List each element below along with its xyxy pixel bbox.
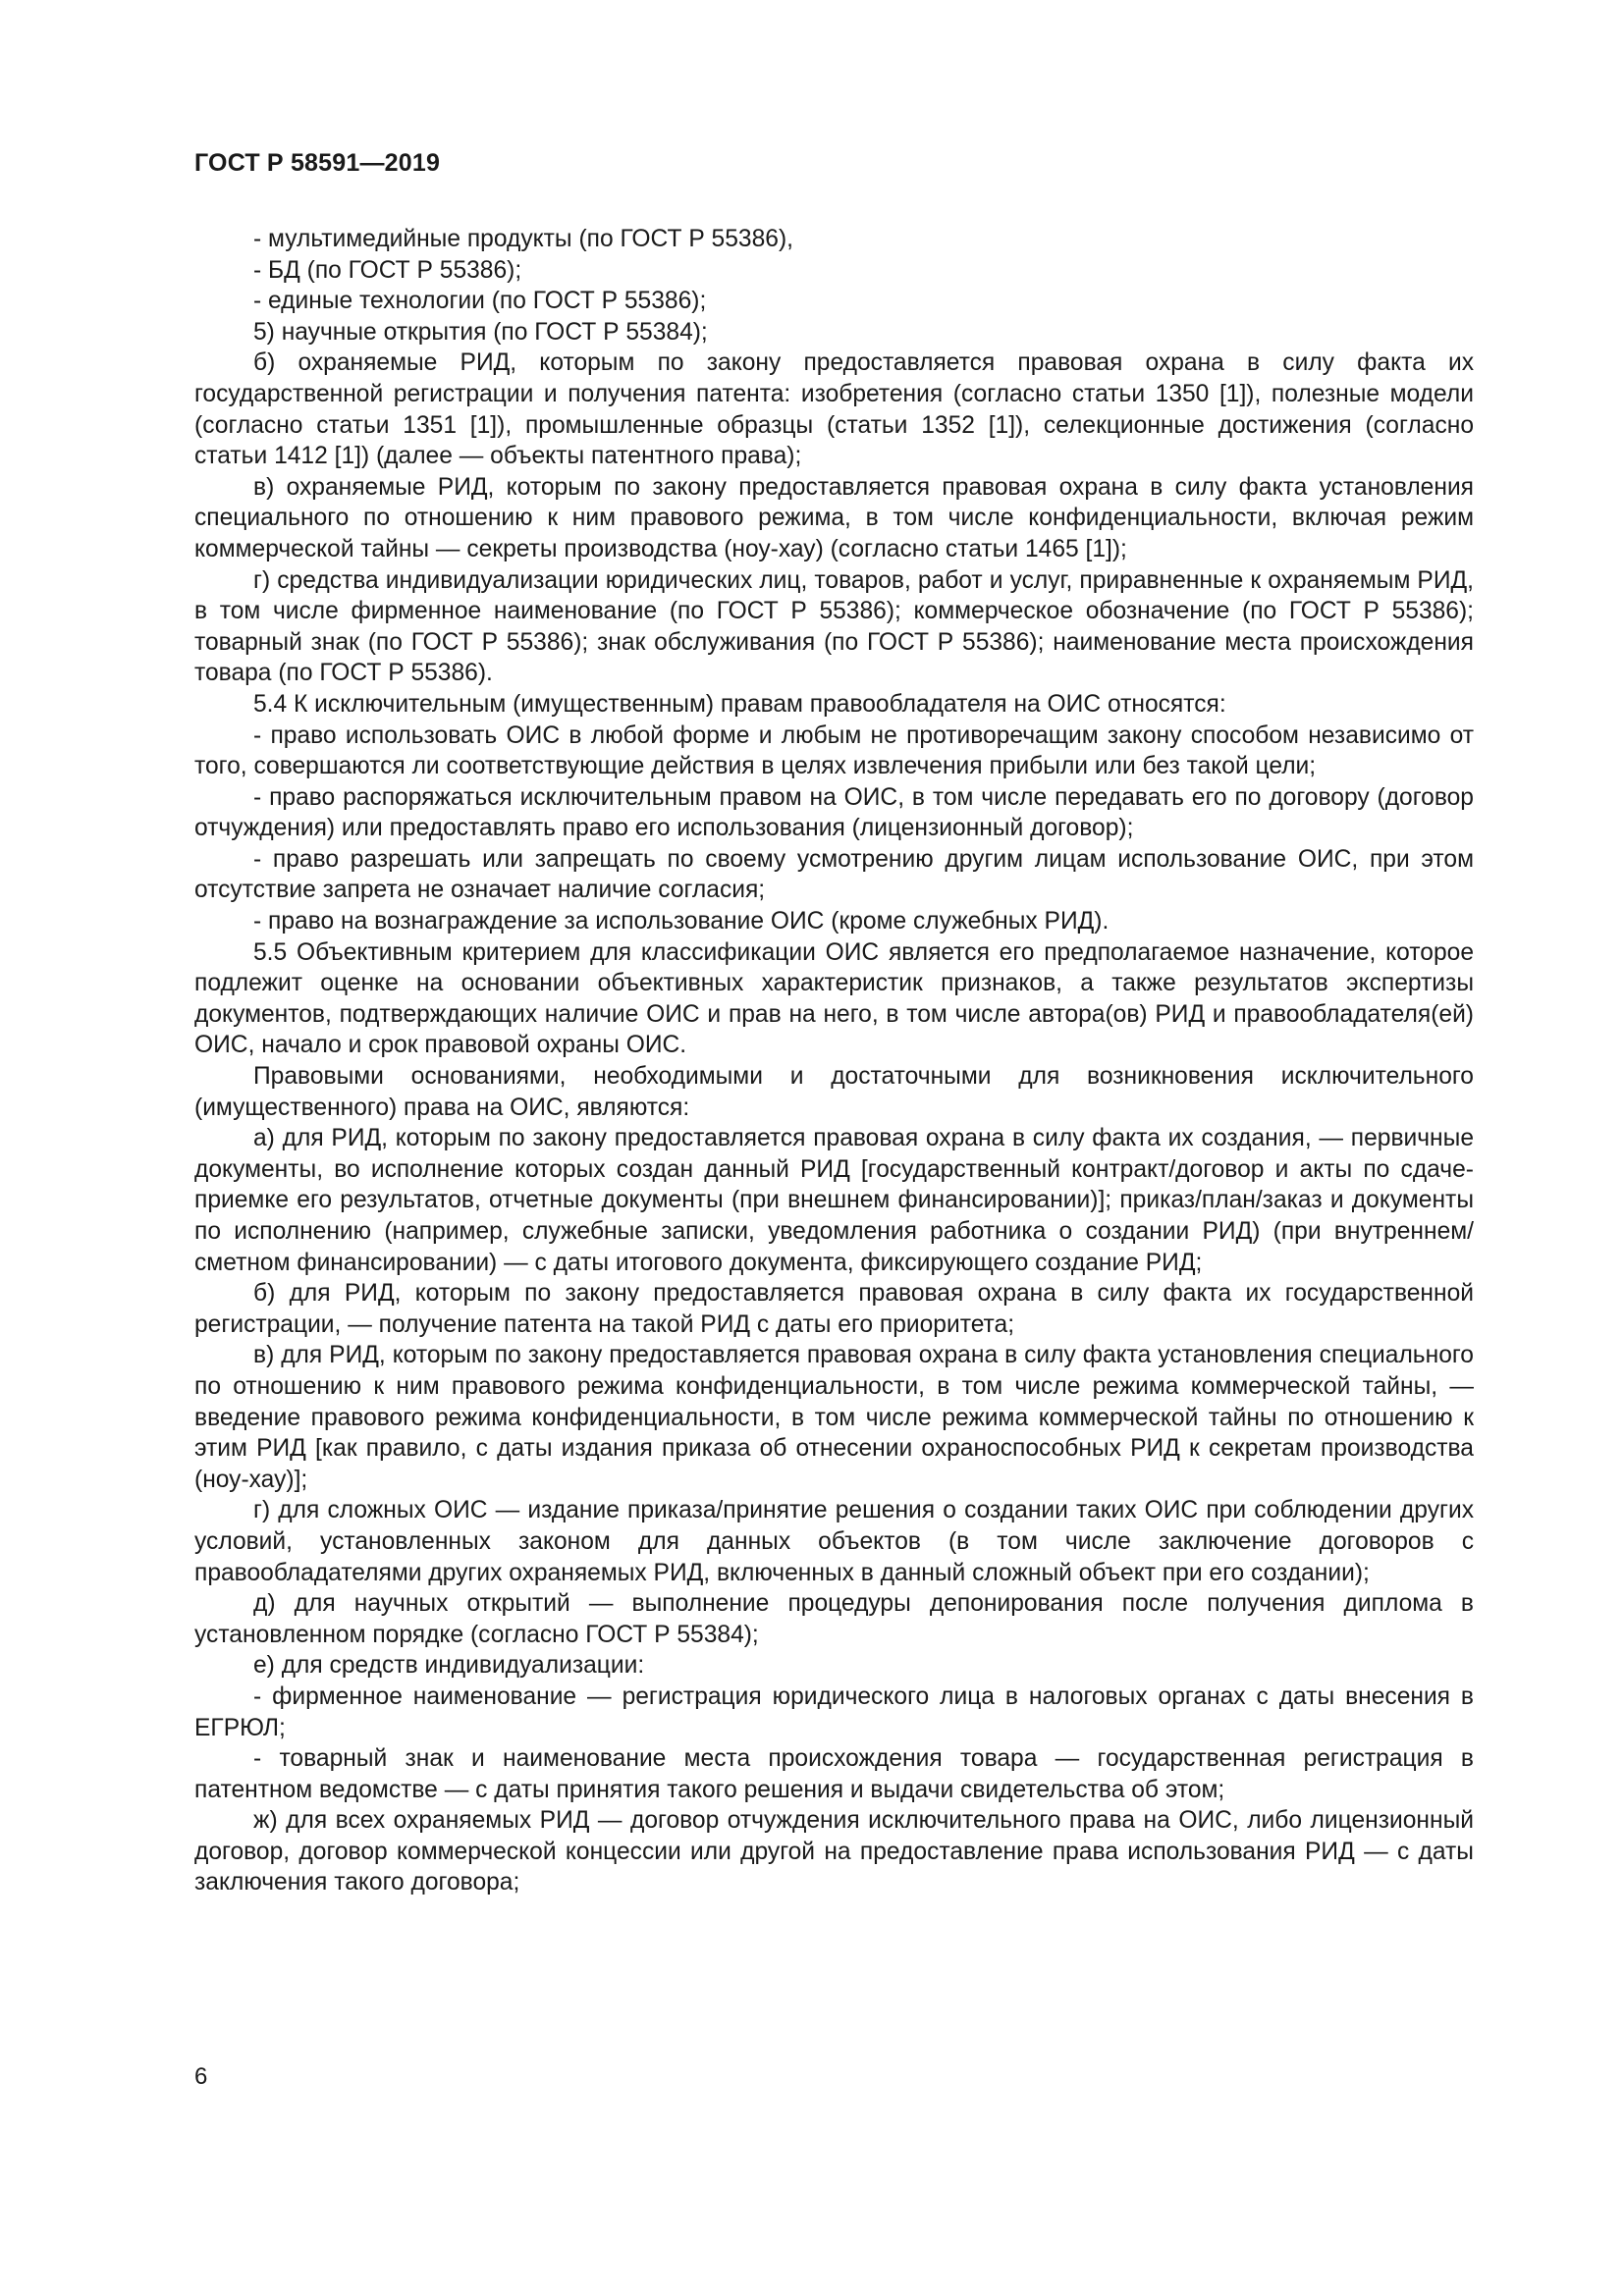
paragraph: в) охраняемые РИД, которым по закону предоставляется правовая охрана в силу факта установления специального по отношению к ним правового режима, в том числе конфиденциальности, включая режим коммерческой тайны — секреты производства (ноу-хау) (согласно статьи 1465 [1]); [194, 473, 1474, 562]
paragraph: б) для РИД, которым по закону предоставляется правовая охрана в силу факта их государственной регистрации, — получение патента на такой РИД с даты его приоритета; [194, 1280, 1474, 1338]
paragraph: е) для средств индивидуализации: [253, 1652, 645, 1680]
paragraph: - БД (по ГОСТ Р 55386); [253, 256, 522, 284]
paragraph: ж) для всех охраняемых РИД — договор отчуждения исключительного права на ОИС, либо лицензионный договор, договор коммерческой концессии или другой на предоставление права использования РИД — с даты заключения такого договора; [194, 1807, 1474, 1896]
paragraph: - мультимедийные продукты (по ГОСТ Р 55386), [253, 226, 793, 252]
paragraph: в) для РИД, которым по закону предоставляется правовая охрана в силу факта установления специального по отношению к ним правового режима конфиденциальности, в том числе режима коммерческой тайны, — введение правового режима конфиденциальности, в том числе режима коммерческой тайны по отношению к этим РИД [как правило, с даты издания приказа об отнесении охраноспособных РИД к секретам производства (ноу-хау)]; [194, 1342, 1474, 1493]
paragraph: б) охраняемые РИД, которым по закону предоставляется правовая охрана в силу факта их государственной регистрации и получения патента: изобретения (согласно статьи 1350 [1]), полезные модели (согласно статьи 1351 [1]), промышленные образцы (статьи 1352 [1]), селекционные достижения (согласно статьи 1412 [1]) (далее — объекты патентного права); [194, 349, 1474, 470]
paragraph: 5.5 Объективным критерием для классификации ОИС является его предполагаемое назначение, которое подлежит оценке на основании объективных характеристик признаков, а также результатов экспертизы документов, подтверждающих наличие ОИС и прав на него, в том числе автора(ов) РИД и правообладателя(ей) ОИС, начало и срок правовой охраны ОИС. [194, 938, 1474, 1059]
paragraph: - фирменное наименование — регистрация юридического лица в налоговых органах с даты внесения в ЕГРЮЛ; [194, 1682, 1474, 1741]
page-number: 6 [194, 2063, 208, 2090]
paragraph: - право использовать ОИС в любой форме и любым не противоречащим закону способом независимо от того, совершаются ли соответствующие действия в целях извлечения прибыли или без такой цели; [194, 721, 1474, 780]
paragraph: д) для научных открытий — выполнение процедуры депонирования после получения диплома в установленном порядке (согласно ГОСТ Р 55384); [194, 1590, 1474, 1648]
paragraph: Правовыми основаниями, необходимыми и достаточными для возникновения исключительного (имущественного) права на ОИС, являются: [194, 1063, 1474, 1121]
paragraph: а) для РИД, которым по закону предоставляется правовая охрана в силу факта их создания, — первичные документы, во исполнение которых создан данный РИД [государственный контракт/договор и акты по сдаче-приемке его результатов, отчетные документы (при внешнем финансировании)]; приказ/план/заказ и документы по исполнению (например, служебные записки, уведомления работника о создании РИД) (при внутреннем/сметном финансировании) — с даты итогового документа, фиксирующего создание РИД; [194, 1125, 1474, 1276]
paragraph: - право на вознаграждение за использование ОИС (кроме служебных РИД). [253, 908, 1110, 935]
paragraph: - товарный знак и наименование места происхождения товара — государственная регистрация в патентном ведомстве — с даты принятия такого решения и выдачи свидетельства об этом; [194, 1745, 1474, 1803]
document-body [194, 224, 1474, 1898]
paragraph: 5.4 К исключительным (имущественным) правам правообладателя на ОИС относятся: [253, 690, 1226, 718]
paragraph: г) средства индивидуализации юридических лиц, товаров, работ и услуг, приравненные к охраняемым РИД, в том числе фирменное наименование (по ГОСТ Р 55386); коммерческое обозначение (по ГОСТ Р 55386); товарный знак (по ГОСТ Р 55386); знак обслуживания (по ГОСТ Р 55386); наименование места происхождения товара (по ГОСТ Р 55386). [194, 566, 1474, 687]
paragraph: 5) научные открытия (по ГОСТ Р 55384); [253, 318, 708, 346]
paragraph: г) для сложных ОИС — издание приказа/принятие решения о создании таких ОИС при соблюдении других условий, установленных законом для данных объектов (в том числе заключение договоров с правообладателями других охраняемых РИД, включенных в данный сложный объект при его создании); [194, 1497, 1474, 1586]
paragraph: - право разрешать или запрещать по своему усмотрению другим лицам использование ОИС, при этом отсутствие запрета не означает наличие согласия; [194, 845, 1474, 904]
paragraph: - право распоряжаться исключительным правом на ОИС, в том числе передавать его по договору (договор отчуждения) или предоставлять право его использования (лицензионный договор); [194, 783, 1474, 842]
paragraph: - единые технологии (по ГОСТ Р 55386); [253, 288, 707, 315]
document-code-header: ГОСТ Р 58591—2019 [194, 149, 441, 177]
